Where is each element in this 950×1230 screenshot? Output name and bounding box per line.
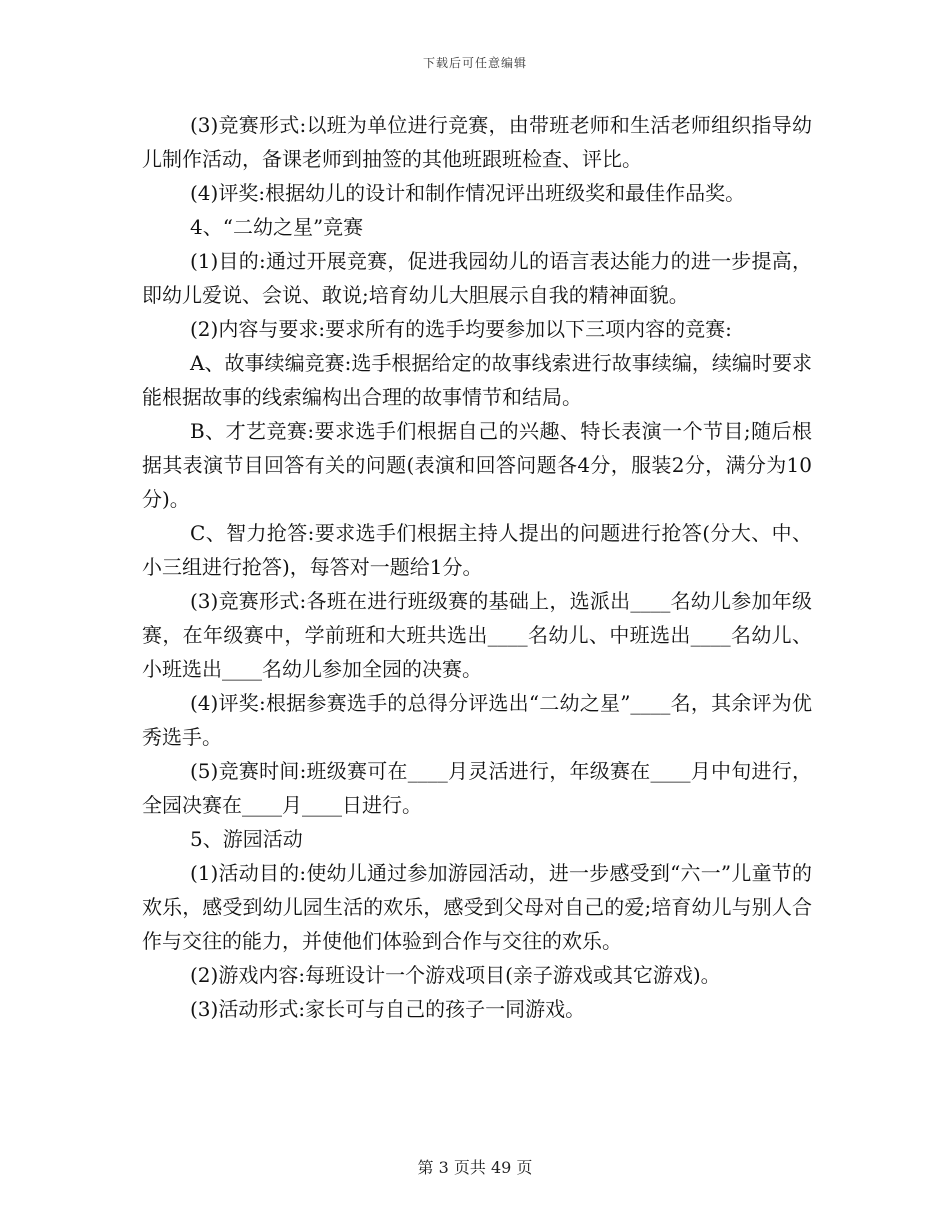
paragraph: (1)目的:通过开展竞赛，促进我园幼儿的语言表达能力的进一步提高，即幼儿爱说、会说、敢说;培育幼儿大胆展示自我的精神面貌。 [142, 249, 812, 307]
section-heading: 5、游园活动 [190, 827, 303, 851]
paragraph: (4)评奖:根据幼儿的设计和制作情况评出班级奖和最佳作品奖。 [190, 181, 746, 205]
paragraph: B、才艺竞赛:要求选手们根据自己的兴趣、特长表演一个节目;随后根据其表演节目回答有关的问题(表演和回答问题各4分，服装2分，满分为10分)。 [142, 419, 812, 511]
paragraph: (2)游戏内容:每班设计一个游戏项目(亲子游戏或其它游戏)。 [190, 963, 721, 987]
page-header: 下载后可任意编辑 [422, 56, 527, 70]
section-heading: 4、“二幼之星”竞赛 [190, 215, 364, 239]
paragraph: (5)竞赛时间:班级赛可在____月灵活进行，年级赛在____月中旬进行，全园决赛在____月____日进行。 [142, 759, 812, 817]
document-body [142, 108, 812, 1026]
page-footer: 第 3 页共 49 页 [417, 1158, 533, 1177]
paragraph: (3)活动形式:家长可与自己的孩子一同游戏。 [190, 997, 586, 1021]
paragraph: C、智力抢答:要求选手们根据主持人提出的问题进行抢答(分大、中、小三组进行抢答)，每答对一题给1分。 [142, 521, 812, 579]
paragraph: (3)竞赛形式:各班在进行班级赛的基础上，选派出____名幼儿参加年级赛，在年级赛中，学前班和大班共选出____名幼儿、中班选出____名幼儿、小班选出____名幼儿参加全园的决赛。 [142, 589, 812, 681]
paragraph: A、故事续编竞赛:选手根据给定的故事线索进行故事续编，续编时要求能根据故事的线索编构出合理的故事情节和结局。 [142, 351, 812, 409]
paragraph: (1)活动目的:使幼儿通过参加游园活动，进一步感受到“六一”儿童节的欢乐，感受到幼儿园生活的欢乐，感受到父母对自己的爱;培育幼儿与别人合作与交往的能力，并使他们体验到合作与交往的欢乐。 [142, 861, 812, 953]
paragraph: (3)竞赛形式:以班为单位进行竞赛，由带班老师和生活老师组织指导幼儿制作活动，备课老师到抽签的其他班跟班检查、评比。 [142, 113, 812, 171]
paragraph: (4)评奖:根据参赛选手的总得分评选出“二幼之星”____名，其余评为优秀选手。 [142, 691, 812, 749]
paragraph: (2)内容与要求:要求所有的选手均要参加以下三项内容的竞赛: [190, 317, 732, 341]
